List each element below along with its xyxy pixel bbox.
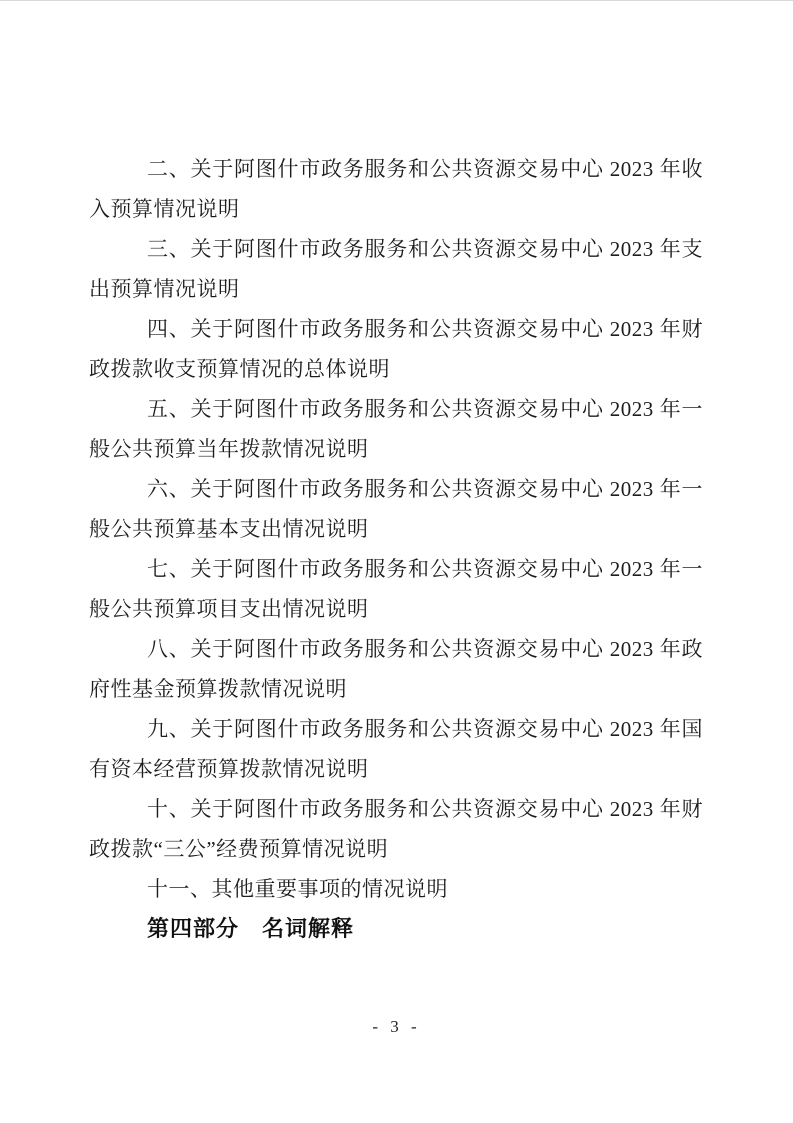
- toc-item: 十一、其他重要事项的情况说明: [147, 877, 448, 901]
- toc-item: 七、关于阿图什市政务服务和公共资源交易中心 2023 年一般公共预算项目支出情况说明: [89, 557, 703, 621]
- section-heading: 第四部分 名词解释: [147, 916, 355, 941]
- toc-item: 九、关于阿图什市政务服务和公共资源交易中心 2023 年国有资本经营预算拨款情况说明: [89, 717, 703, 781]
- page-number: - 3 -: [372, 1017, 421, 1036]
- toc-item: 三、关于阿图什市政务服务和公共资源交易中心 2023 年支出预算情况说明: [89, 237, 703, 301]
- toc-content: [89, 149, 703, 949]
- toc-item: 六、关于阿图什市政务服务和公共资源交易中心 2023 年一般公共预算基本支出情况说明: [89, 477, 703, 541]
- toc-item: 二、关于阿图什市政务服务和公共资源交易中心 2023 年收入预算情况说明: [89, 157, 703, 221]
- toc-item: 十、关于阿图什市政务服务和公共资源交易中心 2023 年财政拨款“三公”经费预算情况说明: [89, 797, 703, 861]
- toc-item: 四、关于阿图什市政务服务和公共资源交易中心 2023 年财政拨款收支预算情况的总体说明: [89, 317, 703, 381]
- toc-item: 八、关于阿图什市政务服务和公共资源交易中心 2023 年政府性基金预算拨款情况说明: [89, 637, 703, 701]
- toc-item: 五、关于阿图什市政务服务和公共资源交易中心 2023 年一般公共预算当年拨款情况说明: [89, 397, 703, 461]
